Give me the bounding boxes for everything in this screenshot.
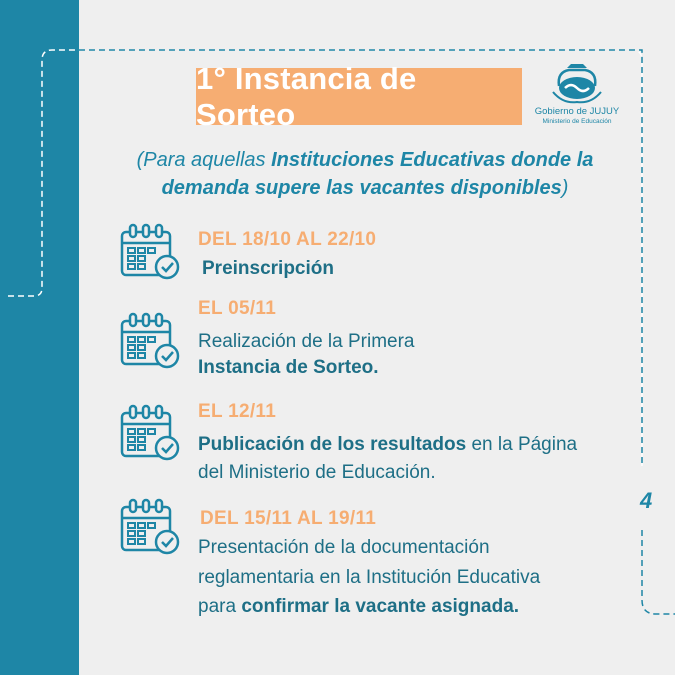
subtitle-open: (Para aquellas [136, 149, 272, 171]
event-desc-start: para [198, 596, 242, 617]
event-desc-line2: del Ministerio de Educación. [198, 462, 436, 483]
event-desc-line1: Realización de la Primera [198, 331, 415, 352]
event-desc-bold: Instancia de Sorteo. [198, 357, 379, 378]
event-date: DEL 18/10 AL 22/10 [198, 229, 377, 250]
government-emblem-icon [549, 64, 605, 104]
event-date: DEL 15/11 AL 19/11 [200, 508, 377, 529]
page-title: 1° Instancia de Sorteo [196, 60, 417, 132]
event-desc [202, 255, 334, 283]
logo [532, 64, 622, 130]
event-desc-line1 [198, 431, 577, 459]
calendar-check-icon [118, 498, 180, 556]
subtitle [100, 146, 630, 202]
calendar-check-icon [118, 404, 180, 462]
logo-subtext: Ministerio de Educación [542, 118, 612, 125]
calendar-check-icon [118, 312, 180, 370]
event-desc-bold: Publicación de los resultados [198, 434, 467, 455]
calendar-check-icon [118, 223, 180, 281]
subtitle-bold: Instituciones Educativas donde la demanda supere las vacantes disponibles [161, 149, 594, 199]
event-desc-bold: confirmar la vacante asignada. [241, 596, 520, 617]
subtitle-close: ) [561, 177, 569, 199]
logo-text: Gobierno de JUJUY [534, 106, 620, 117]
event-desc-rest: en la Página [466, 434, 578, 455]
page-number: 4 [640, 488, 653, 513]
event-desc-line1: Presentación de la documentación [198, 537, 490, 558]
event-desc-line2: reglamentaria en la Institución Educativa [198, 567, 541, 588]
event-date: EL 12/11 [198, 401, 277, 422]
event-desc-line3 [198, 593, 519, 621]
event-desc-line2 [198, 354, 379, 382]
event-desc-bold: Preinscripción [202, 258, 334, 279]
event-date: EL 05/11 [198, 298, 277, 319]
title-banner [196, 60, 522, 132]
